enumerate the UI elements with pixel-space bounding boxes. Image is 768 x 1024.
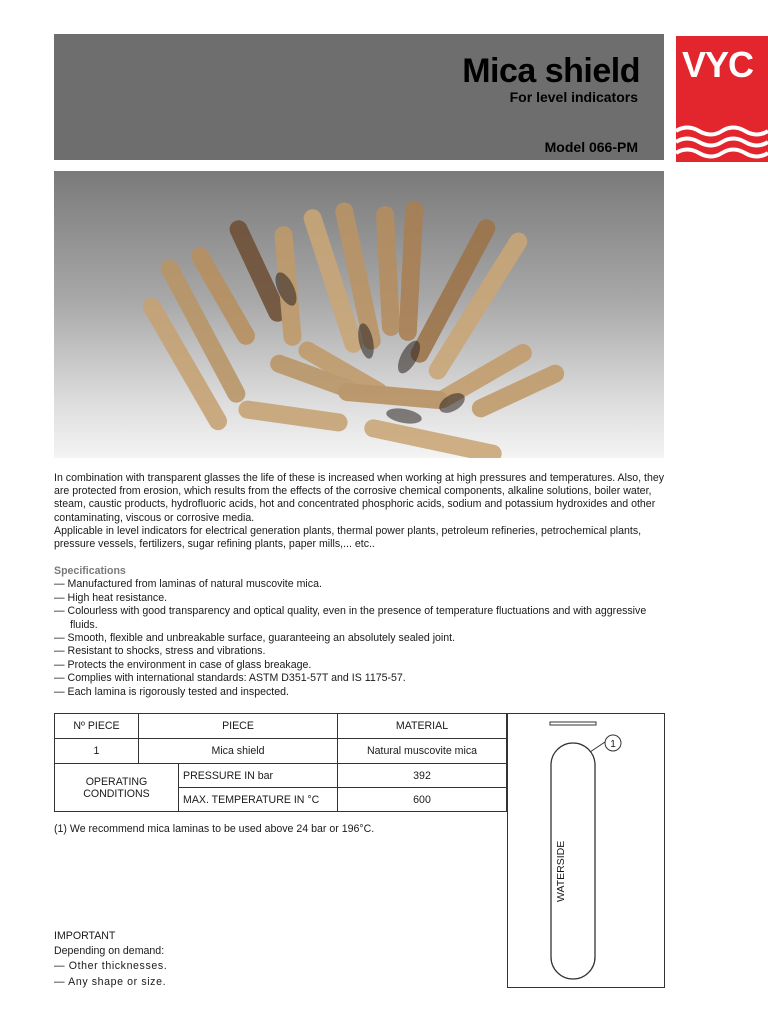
callout-number: 1 [610, 739, 616, 750]
spec-item: — Manufactured from laminas of natural muscovite mica. [54, 578, 666, 591]
cell-piece-no: 1 [55, 739, 139, 764]
waves-icon [676, 36, 768, 162]
logo-text: VYC [682, 44, 754, 85]
cell-pressure-value: 392 [338, 764, 507, 788]
specifications-list [54, 578, 666, 699]
cell-piece: Mica shield [139, 739, 338, 764]
page-subtitle: For level indicators [509, 89, 638, 105]
mica-strips-illustration [54, 171, 664, 458]
important-heading: IMPORTANT [54, 930, 116, 942]
cell-temperature-label: MAX. TEMPERATURE IN °C [179, 788, 338, 812]
spec-item: — Colourless with good transparency and optical quality, even in the presence of temperature fluctuations and with aggressive fluids. [54, 605, 666, 632]
specifications-heading: Specifications [54, 565, 126, 577]
spec-item: — Resistant to shocks, stress and vibrations. [54, 645, 666, 658]
header-material: MATERIAL [338, 714, 507, 739]
important-item-text: Any shape or size. [68, 975, 167, 988]
important-item-text: Other thicknesses. [68, 960, 168, 973]
important-line: Depending on demand: [54, 945, 165, 958]
model-number: Model 066-PM [544, 139, 638, 155]
header-piece: PIECE [139, 714, 338, 739]
table-row [55, 739, 507, 764]
technical-drawing [507, 713, 665, 988]
specifications-section [54, 565, 666, 699]
mica-shield-drawing [508, 714, 664, 987]
spec-item: — Protects the environment in case of glass breakage. [54, 659, 666, 672]
spec-item: — Complies with international standards: ASTM D351-57T and IS 1175-57. [54, 672, 666, 685]
important-item: — Any shape or size. [54, 975, 167, 988]
specification-table [54, 713, 507, 812]
intro-paragraph-1: In combination with transparent glasses the life of these is increased when working at high pressures and temperatures. Also, they are protected from erosion, which results from the effects of the corrosive chemical components, alkaline solutions, boiler water, steam, caustic products, hydrofluoric acids, hot and concentrated phosphoric acids, sodium and potassium hydroxides and other contaminating, viscous or corrosive media. [54, 472, 665, 524]
product-photo [54, 171, 664, 458]
table-header-row [55, 714, 507, 739]
important-item: — Other thicknesses. [54, 960, 168, 973]
intro-paragraph-2: Applicable in level indicators for electrical generation plants, thermal power plants, petroleum refineries, petrochemical plants, pressure vessels, fertilizers, sugar refining plants, paper mills,... etc.. [54, 524, 642, 551]
header-band [54, 34, 664, 160]
cell-operating-conditions: OPERATING CONDITIONS [55, 764, 179, 812]
important-section [54, 929, 167, 990]
cell-temperature-value: 600 [338, 788, 507, 812]
waterside-label: WATERSIDE [555, 840, 567, 902]
spec-item: — High heat resistance. [54, 592, 666, 605]
footnote: (1) We recommend mica laminas to be used above 24 bar or 196°C. [54, 823, 375, 835]
spec-item: — Smooth, flexible and unbreakable surface, guaranteeing an absolutely sealed joint. [54, 632, 666, 645]
table-row [55, 764, 507, 788]
cell-pressure-label: PRESSURE IN bar [179, 764, 338, 788]
intro-text [54, 472, 666, 551]
cell-material: Natural muscovite mica [338, 739, 507, 764]
page-title: Mica shield [462, 52, 640, 90]
spec-item: — Each lamina is rigorously tested and inspected. [54, 686, 666, 699]
header-piece-no: Nº PIECE [55, 714, 139, 739]
vyc-logo [676, 36, 768, 162]
